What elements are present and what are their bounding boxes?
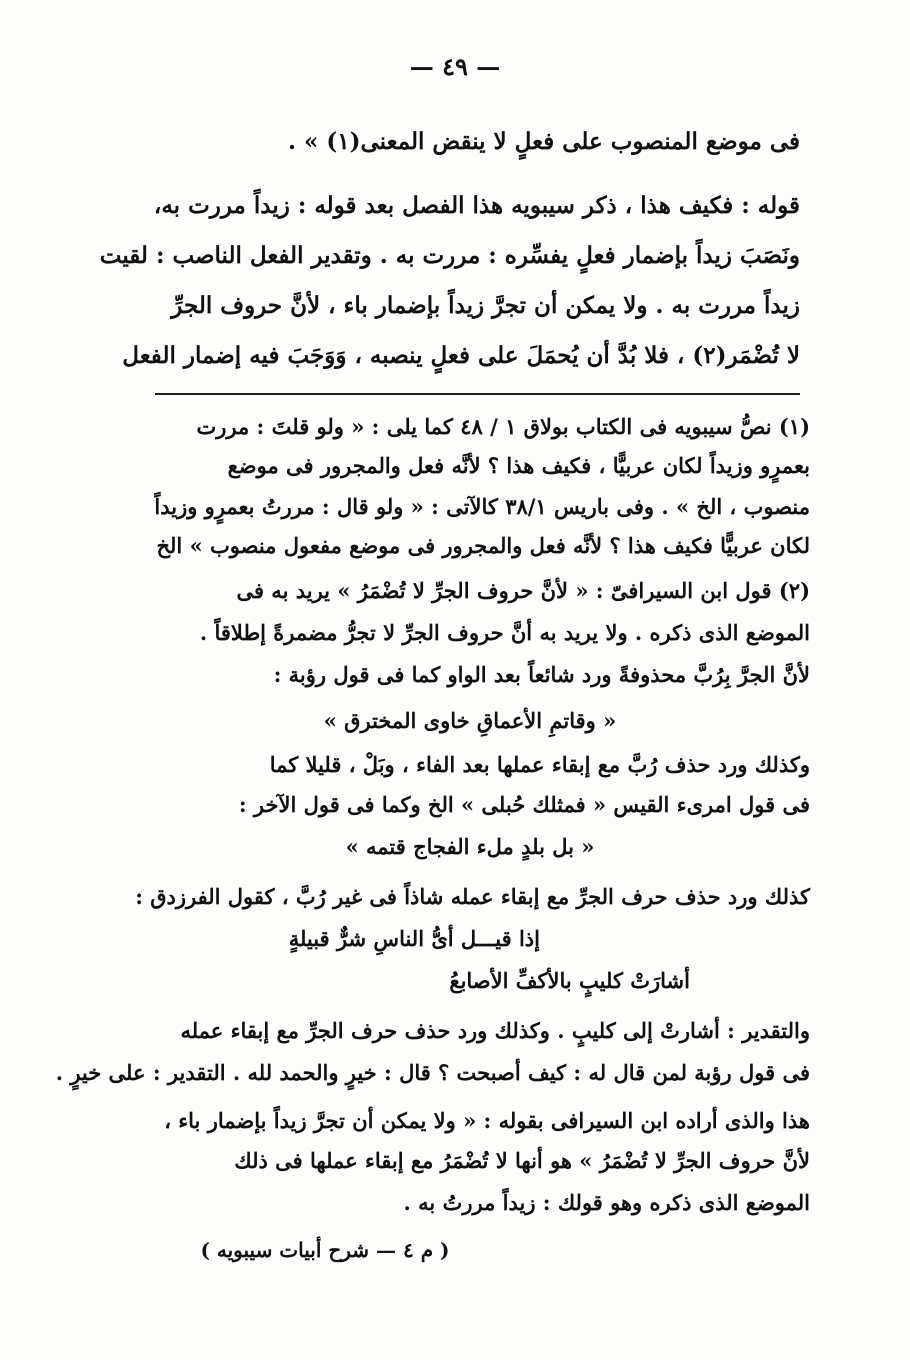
page-number: — ٤٩ —: [409, 52, 501, 81]
footnote-line: والتقدير : أشارتْ إلى كليبٍ . وكذلك ورد حذف حرف الجرِّ مع إبقاء عمله: [180, 1018, 810, 1043]
footnote-line: (١) نصُّ سيبويه فى الكتاب بولاق ١ / ٤٨ كما يلى : « ولو قلتَ : مررت: [196, 414, 810, 439]
main-text-line: لا تُضْمَر(٢) ، فلا بُدَّ أن يُحمَلَ على فعلٍ ينصبه ، وَوَجَبَ فيه إضمار الفعل: [122, 342, 800, 369]
footnote-line: وكذلك ورد حذف رُبَّ مع إبقاء عملها بعد الفاء ، وبَلْ ، قليلا كما: [269, 752, 810, 777]
footnote-line: كذلك ورد حذف حرف الجرِّ مع إبقاء عمله شاذاً فى غير رُبَّ ، كقول الفرزدق :: [135, 884, 810, 909]
footnote-line: لأنَّ الجرَّ بِرُبَّ محذوفةً ورد شائعاً بعد الواو كما فى قول رؤبة :: [273, 662, 810, 687]
footnote-line: فى قول امرىء القيس « فمثلك حُبلى » الخ وكما فى قول الآخر :: [238, 792, 810, 817]
footnote-line: بعمرٍو وزيداً لكان عربيًّا ، فكيف هذا ؟ لأنَّه فعل والمجرور فى موضع: [227, 453, 810, 478]
main-text-line: ونَصَبَ زيداً بإضمار فعلٍ يفسِّره : مررت به . وتقدير الفعل الناصب : لقيت: [99, 242, 800, 269]
main-text-line: فى موضع المنصوب على فعلٍ لا ينقض المعنى(١) » .: [287, 128, 800, 155]
footnote-line: منصوب ، الخ » . وفى باريس ٣٨/١ كالآتى : « ولو قال : مررتُ بعمرٍو وزيداً: [154, 494, 810, 519]
main-text-line: قوله : فكيف هذا ، ذكر سيبويه هذا الفصل بعد قوله : زيداً مررت به،: [153, 192, 800, 219]
footnote-line: (٢) قول ابن السيرافىّ : « لأنَّ حروف الجرِّ لا تُضْمَرُ » يريد به فى: [236, 578, 810, 603]
footnote-line: لكان عربيًّا فكيف هذا ؟ لأنَّه فعل والمجرور فى موضع مفعول منصوب » الخ: [156, 533, 810, 558]
verse-line: أشارَتْ كليبٍ بالأكفِّ الأصابعُ: [449, 968, 690, 993]
verse-line: « بل بلدٍ ملء الفجاج قتمه »: [345, 834, 595, 859]
page-footer-signature: ( م ٤ — شرح أبيات سيبويه ): [200, 1238, 450, 1262]
footnote-line: فى قول رؤبة لمن قال له : كيف أصبحت ؟ قال : خيرٍ والحمد لله . التقدير : على خيرٍ .: [55, 1060, 810, 1085]
footnote-line: الموضع الذى ذكره . ولا يريد به أنَّ حروف الجرِّ لا تجرُّ مضمرةً إطلاقاً .: [199, 620, 810, 645]
footnote-line: لأنَّ حروف الجرِّ لا تُضْمَرُ » هو أنها لا تُضْمَرُ مع إبقاء عملها فى ذلك: [234, 1148, 810, 1173]
footnote-divider: [155, 393, 800, 395]
verse-line: إذا قيـــل أىُّ الناسِ شرٌّ قبيلةٍ: [288, 926, 540, 951]
footnote-line: هذا والذى أراده ابن السيرافى بقوله : « ولا يمكن أن تجرَّ زيداً بإضمار باء ،: [164, 1108, 810, 1133]
main-text-line: زيداً مررت به . ولا يمكن أن تجرَّ زيداً بإضمار باء ، لأنَّ حروف الجرِّ: [171, 292, 800, 319]
footnote-line: الموضع الذى ذكره وهو قولك : زيداً مررتُ به .: [403, 1190, 810, 1215]
verse-line: « وقاتمِ الأعماقِ خاوى المخترق »: [323, 708, 617, 733]
